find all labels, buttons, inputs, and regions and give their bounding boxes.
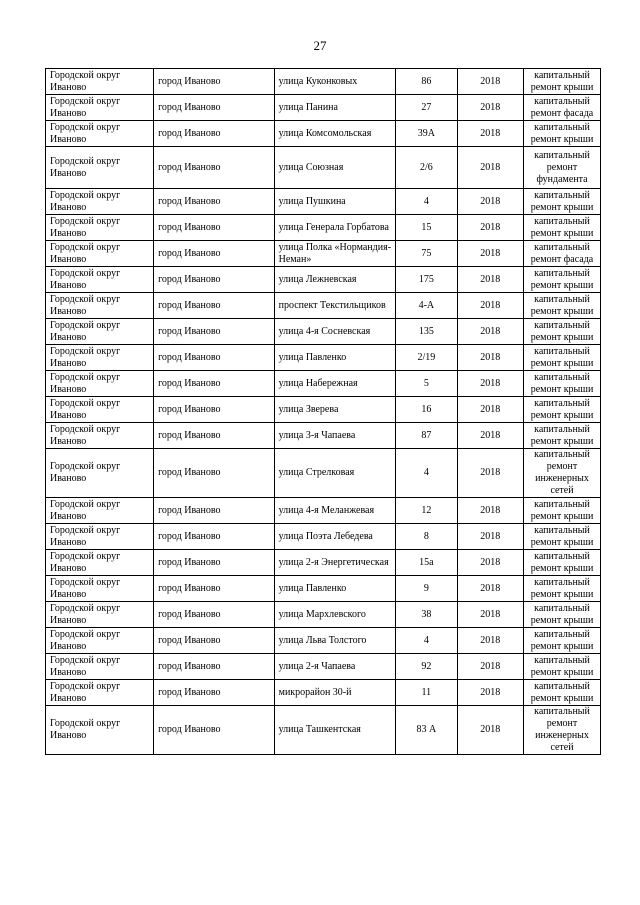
work-cell: капитальный ремонт крыши: [524, 576, 601, 602]
city-cell: город Иваново: [154, 95, 275, 121]
year-cell: 2018: [457, 602, 524, 628]
table-row: [46, 680, 601, 706]
city-cell: город Иваново: [154, 498, 275, 524]
city-cell: город Иваново: [154, 654, 275, 680]
okrug-cell: Городской округ Иваново: [46, 371, 154, 397]
year-cell: 2018: [457, 706, 524, 755]
house-cell: 86: [396, 69, 457, 95]
house-cell: 39А: [396, 121, 457, 147]
house-cell: 92: [396, 654, 457, 680]
year-cell: 2018: [457, 550, 524, 576]
street-cell: улица Поэта Лебедева: [274, 524, 396, 550]
city-cell: город Иваново: [154, 147, 275, 189]
house-cell: 4: [396, 449, 457, 498]
city-cell: город Иваново: [154, 345, 275, 371]
okrug-cell: Городской округ Иваново: [46, 267, 154, 293]
repair-registry-table: [45, 68, 601, 755]
house-cell: 135: [396, 319, 457, 345]
year-cell: 2018: [457, 241, 524, 267]
work-cell: капитальный ремонт крыши: [524, 550, 601, 576]
street-cell: улица Пушкина: [274, 189, 396, 215]
work-cell: капитальный ремонт крыши: [524, 215, 601, 241]
street-cell: улица Стрелковая: [274, 449, 396, 498]
okrug-cell: Городской округ Иваново: [46, 95, 154, 121]
year-cell: 2018: [457, 654, 524, 680]
street-cell: улица Зверева: [274, 397, 396, 423]
house-cell: 8: [396, 524, 457, 550]
city-cell: город Иваново: [154, 267, 275, 293]
city-cell: город Иваново: [154, 121, 275, 147]
okrug-cell: Городской округ Иваново: [46, 498, 154, 524]
okrug-cell: Городской округ Иваново: [46, 121, 154, 147]
year-cell: 2018: [457, 397, 524, 423]
house-cell: 83 А: [396, 706, 457, 755]
okrug-cell: Городской округ Иваново: [46, 628, 154, 654]
okrug-cell: Городской округ Иваново: [46, 69, 154, 95]
street-cell: улица Союзная: [274, 147, 396, 189]
street-cell: улица Мархлевского: [274, 602, 396, 628]
work-cell: капитальный ремонт крыши: [524, 189, 601, 215]
house-cell: 15: [396, 215, 457, 241]
street-cell: улица Ташкентская: [274, 706, 396, 755]
street-cell: улица Куконковых: [274, 69, 396, 95]
year-cell: 2018: [457, 423, 524, 449]
okrug-cell: Городской округ Иваново: [46, 706, 154, 755]
table-row: [46, 147, 601, 189]
street-cell: улица Павленко: [274, 576, 396, 602]
year-cell: 2018: [457, 371, 524, 397]
city-cell: город Иваново: [154, 628, 275, 654]
table-row: [46, 69, 601, 95]
year-cell: 2018: [457, 293, 524, 319]
street-cell: улица Набережная: [274, 371, 396, 397]
table-row: [46, 602, 601, 628]
okrug-cell: Городской округ Иваново: [46, 215, 154, 241]
city-cell: город Иваново: [154, 550, 275, 576]
year-cell: 2018: [457, 680, 524, 706]
okrug-cell: Городской округ Иваново: [46, 654, 154, 680]
okrug-cell: Городской округ Иваново: [46, 319, 154, 345]
table-row: [46, 319, 601, 345]
year-cell: 2018: [457, 189, 524, 215]
okrug-cell: Городской округ Иваново: [46, 680, 154, 706]
table-row: [46, 449, 601, 498]
okrug-cell: Городской округ Иваново: [46, 345, 154, 371]
okrug-cell: Городской округ Иваново: [46, 602, 154, 628]
okrug-cell: Городской округ Иваново: [46, 423, 154, 449]
city-cell: город Иваново: [154, 241, 275, 267]
city-cell: город Иваново: [154, 319, 275, 345]
year-cell: 2018: [457, 95, 524, 121]
table-row: [46, 423, 601, 449]
street-cell: улица 3-я Чапаева: [274, 423, 396, 449]
street-cell: улица Льва Толстого: [274, 628, 396, 654]
city-cell: город Иваново: [154, 706, 275, 755]
year-cell: 2018: [457, 524, 524, 550]
table-row: [46, 397, 601, 423]
house-cell: 2/19: [396, 345, 457, 371]
city-cell: город Иваново: [154, 576, 275, 602]
city-cell: город Иваново: [154, 602, 275, 628]
city-cell: город Иваново: [154, 215, 275, 241]
house-cell: 9: [396, 576, 457, 602]
work-cell: капитальный ремонт крыши: [524, 69, 601, 95]
okrug-cell: Городской округ Иваново: [46, 189, 154, 215]
city-cell: город Иваново: [154, 680, 275, 706]
work-cell: капитальный ремонт инженерных сетей: [524, 449, 601, 498]
work-cell: капитальный ремонт инженерных сетей: [524, 706, 601, 755]
work-cell: капитальный ремонт крыши: [524, 371, 601, 397]
table-row: [46, 371, 601, 397]
year-cell: 2018: [457, 345, 524, 371]
year-cell: 2018: [457, 498, 524, 524]
street-cell: улица 2-я Чапаева: [274, 654, 396, 680]
house-cell: 4-А: [396, 293, 457, 319]
house-cell: 75: [396, 241, 457, 267]
street-cell: улица 2-я Энергетическая: [274, 550, 396, 576]
work-cell: капитальный ремонт крыши: [524, 121, 601, 147]
okrug-cell: Городской округ Иваново: [46, 397, 154, 423]
work-cell: капитальный ремонт крыши: [524, 397, 601, 423]
year-cell: 2018: [457, 121, 524, 147]
table-row: [46, 654, 601, 680]
okrug-cell: Городской округ Иваново: [46, 576, 154, 602]
okrug-cell: Городской округ Иваново: [46, 449, 154, 498]
table-row: [46, 293, 601, 319]
work-cell: капитальный ремонт крыши: [524, 498, 601, 524]
table-row: [46, 121, 601, 147]
work-cell: капитальный ремонт фундамента: [524, 147, 601, 189]
year-cell: 2018: [457, 147, 524, 189]
table-row: [46, 706, 601, 755]
city-cell: город Иваново: [154, 371, 275, 397]
street-cell: улица Павленко: [274, 345, 396, 371]
house-cell: 11: [396, 680, 457, 706]
okrug-cell: Городской округ Иваново: [46, 550, 154, 576]
city-cell: город Иваново: [154, 189, 275, 215]
okrug-cell: Городской округ Иваново: [46, 293, 154, 319]
house-cell: 5: [396, 371, 457, 397]
street-cell: улица 4-я Сосневская: [274, 319, 396, 345]
street-cell: проспект Текстильщиков: [274, 293, 396, 319]
house-cell: 175: [396, 267, 457, 293]
street-cell: улица Панина: [274, 95, 396, 121]
street-cell: улица Генерала Горбатова: [274, 215, 396, 241]
work-cell: капитальный ремонт фасада: [524, 241, 601, 267]
table-row: [46, 524, 601, 550]
house-cell: 4: [396, 189, 457, 215]
house-cell: 27: [396, 95, 457, 121]
work-cell: капитальный ремонт крыши: [524, 654, 601, 680]
year-cell: 2018: [457, 69, 524, 95]
house-cell: 15а: [396, 550, 457, 576]
work-cell: капитальный ремонт фасада: [524, 95, 601, 121]
year-cell: 2018: [457, 215, 524, 241]
table-row: [46, 95, 601, 121]
table-row: [46, 498, 601, 524]
table-row: [46, 267, 601, 293]
city-cell: город Иваново: [154, 293, 275, 319]
street-cell: улица Лежневская: [274, 267, 396, 293]
city-cell: город Иваново: [154, 524, 275, 550]
street-cell: улица Полка «Нормандия-Неман»: [274, 241, 396, 267]
house-cell: 12: [396, 498, 457, 524]
year-cell: 2018: [457, 628, 524, 654]
table-row: [46, 241, 601, 267]
page-number: 27: [313, 38, 327, 53]
work-cell: капитальный ремонт крыши: [524, 602, 601, 628]
year-cell: 2018: [457, 267, 524, 293]
street-cell: микрорайон 30-й: [274, 680, 396, 706]
street-cell: улица 4-я Меланжевая: [274, 498, 396, 524]
okrug-cell: Городской округ Иваново: [46, 241, 154, 267]
work-cell: капитальный ремонт крыши: [524, 524, 601, 550]
table-row: [46, 628, 601, 654]
table-row: [46, 189, 601, 215]
table-row: [46, 576, 601, 602]
city-cell: город Иваново: [154, 69, 275, 95]
work-cell: капитальный ремонт крыши: [524, 423, 601, 449]
house-cell: 2/6: [396, 147, 457, 189]
street-cell: улица Комсомольская: [274, 121, 396, 147]
table-row: [46, 345, 601, 371]
table-row: [46, 215, 601, 241]
house-cell: 87: [396, 423, 457, 449]
city-cell: город Иваново: [154, 423, 275, 449]
work-cell: капитальный ремонт крыши: [524, 319, 601, 345]
year-cell: 2018: [457, 449, 524, 498]
okrug-cell: Городской округ Иваново: [46, 524, 154, 550]
okrug-cell: Городской округ Иваново: [46, 147, 154, 189]
work-cell: капитальный ремонт крыши: [524, 680, 601, 706]
city-cell: город Иваново: [154, 449, 275, 498]
house-cell: 38: [396, 602, 457, 628]
table-row: [46, 550, 601, 576]
work-cell: капитальный ремонт крыши: [524, 345, 601, 371]
work-cell: капитальный ремонт крыши: [524, 267, 601, 293]
year-cell: 2018: [457, 576, 524, 602]
work-cell: капитальный ремонт крыши: [524, 293, 601, 319]
city-cell: город Иваново: [154, 397, 275, 423]
house-cell: 16: [396, 397, 457, 423]
house-cell: 4: [396, 628, 457, 654]
work-cell: капитальный ремонт крыши: [524, 628, 601, 654]
year-cell: 2018: [457, 319, 524, 345]
